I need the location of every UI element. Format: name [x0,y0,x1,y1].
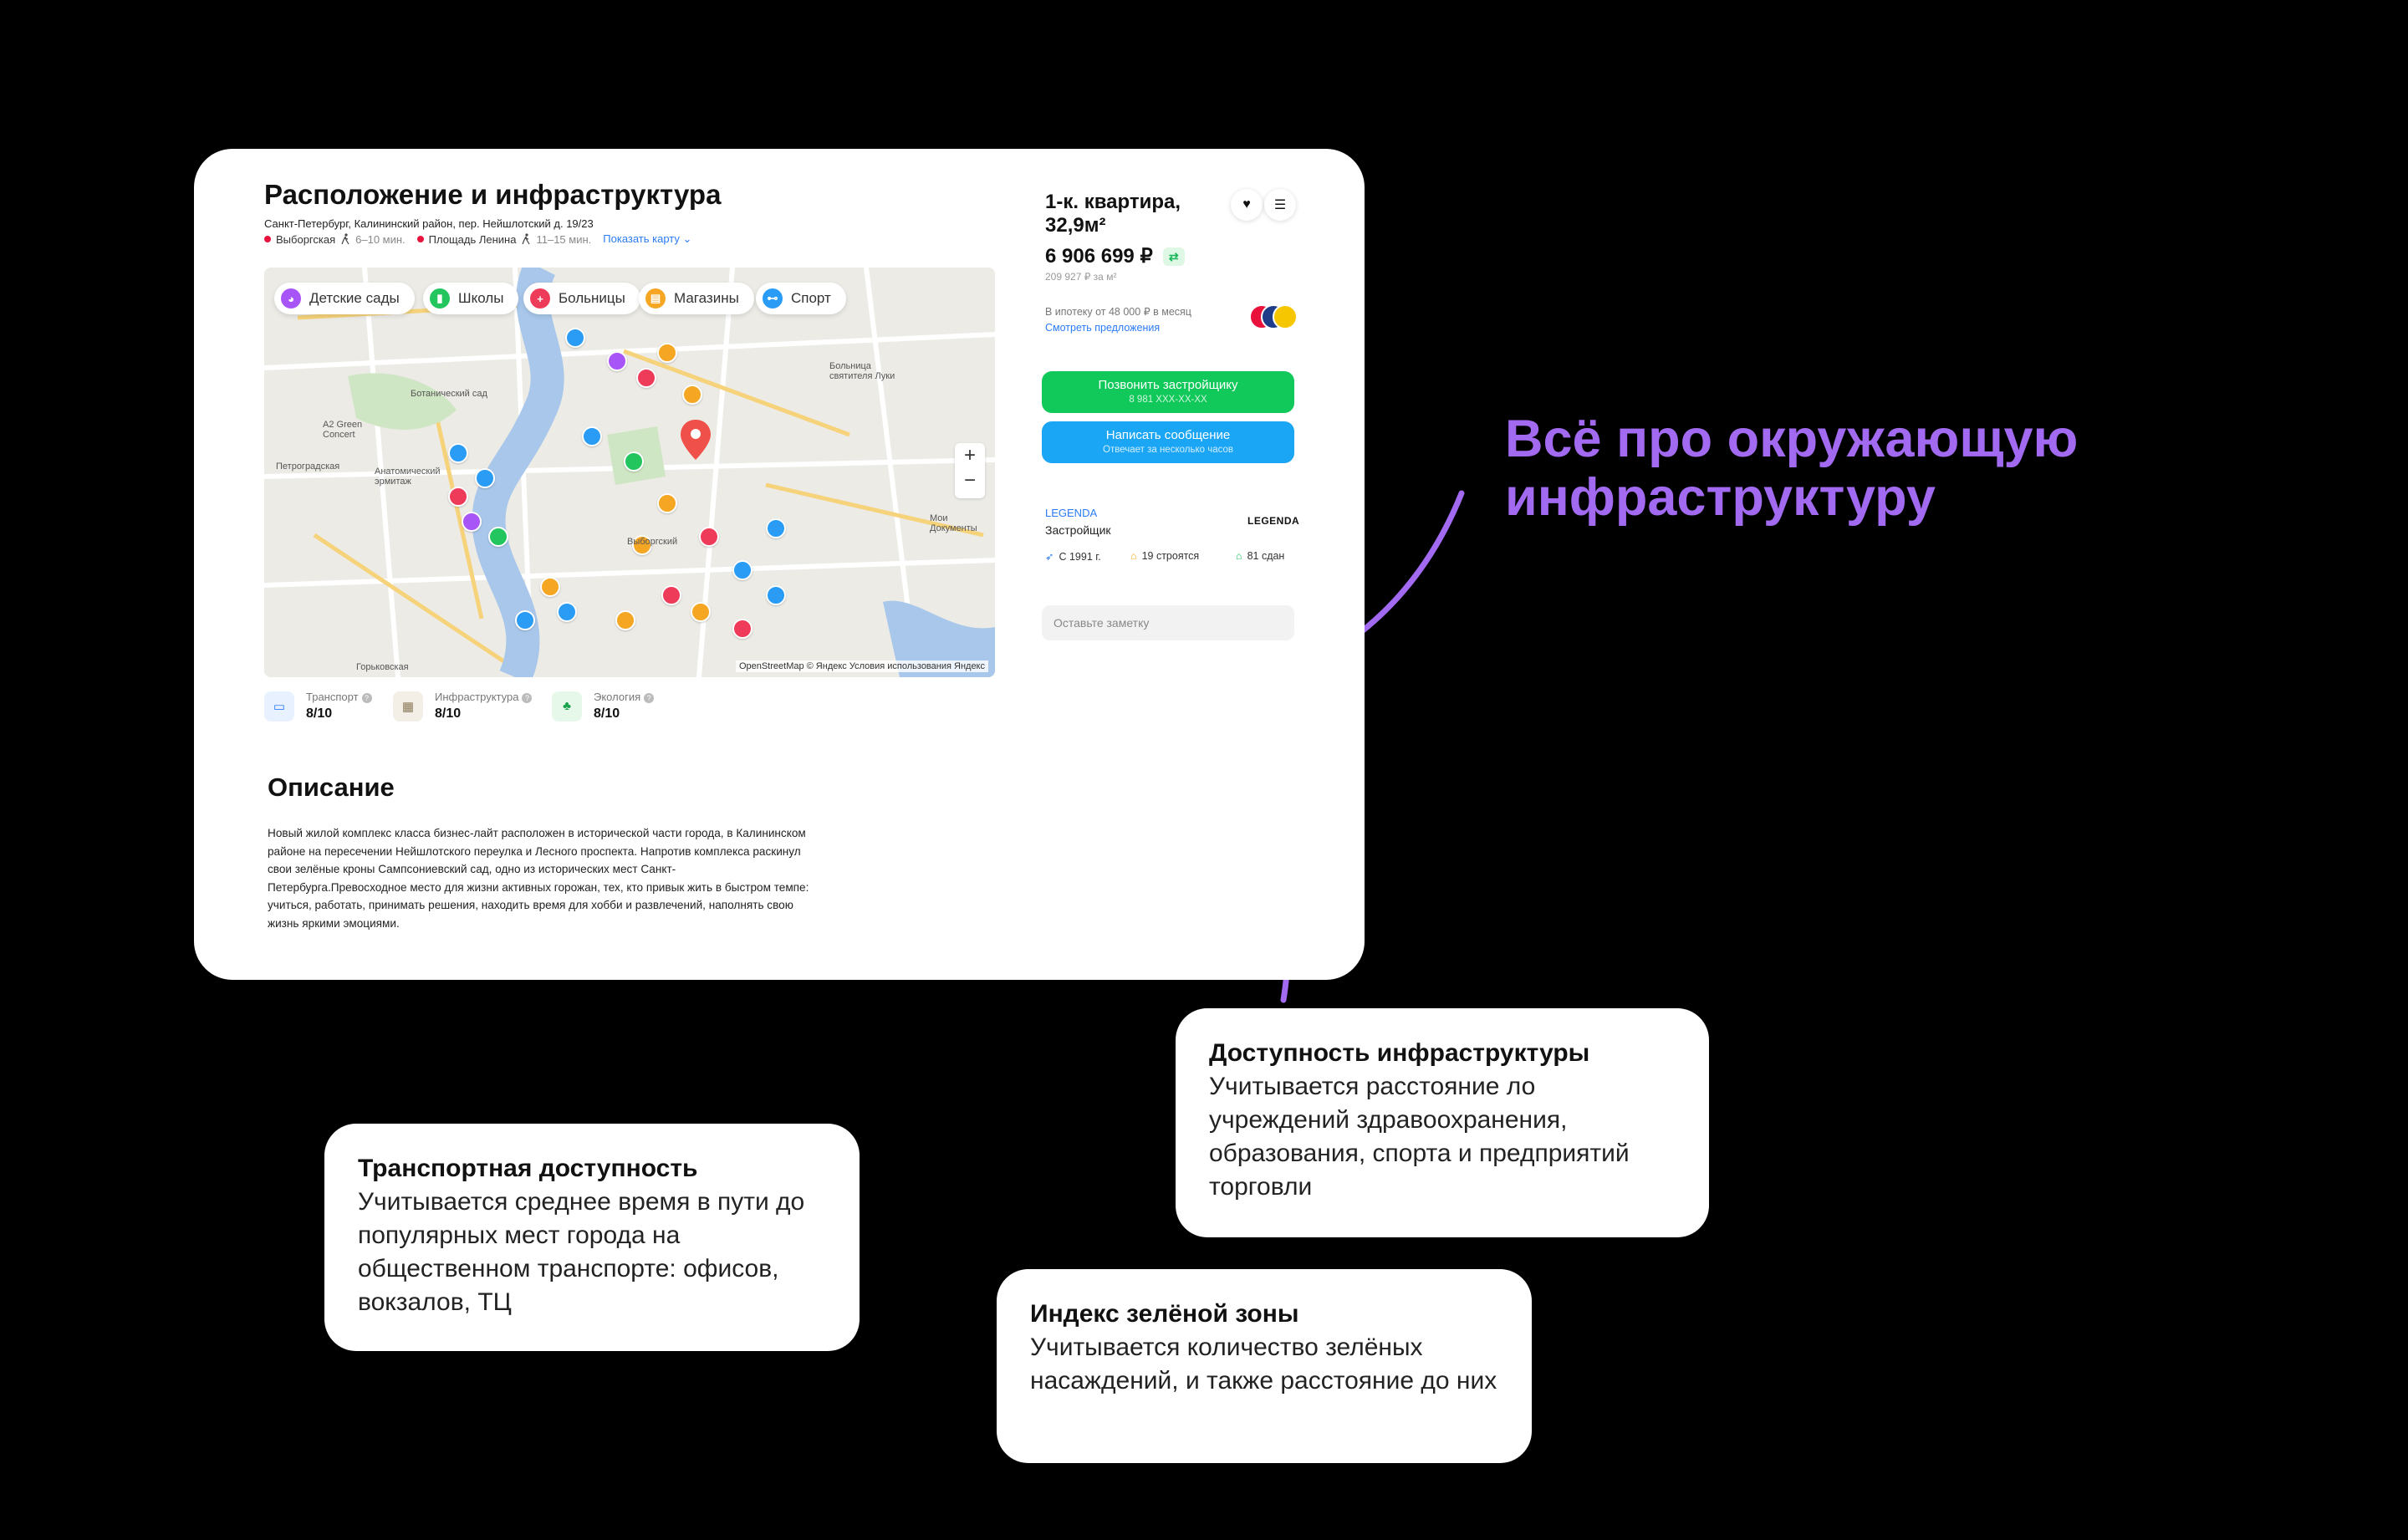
rocket-icon: ➶ [1045,551,1054,563]
poi-kindergarten[interactable] [462,512,482,532]
address: Санкт-Петербург, Калининский район, пер. Нейшлотский д. 19/23 [264,217,594,230]
map-label: Горьковская [356,662,409,672]
poi-shop[interactable] [691,602,711,622]
filter-label: Больницы [559,290,625,306]
apartment-title: 1-к. квартира, 32,9м² [1045,191,1181,237]
score-value: 8/10 [306,706,333,721]
poi-sport[interactable] [475,468,495,488]
score-transport[interactable] [264,691,372,722]
compare-button[interactable] [1264,189,1296,221]
price-trend-icon[interactable]: ⇄ [1163,247,1185,266]
poi-sport[interactable] [582,426,602,446]
filter-shops[interactable] [639,283,754,314]
filter-kindergartens[interactable] [274,283,415,314]
section-title: Расположение и инфраструктура [264,179,722,210]
bank-logo-icon [1273,304,1298,329]
map-label: A2 Green Concert [323,420,363,440]
stat-text: 81 сдан [1247,550,1285,562]
zoom-out-button[interactable]: − [963,469,976,492]
button-label: Позвонить застройщику [1098,378,1238,392]
filter-label: Детские сады [309,290,400,306]
poi-shop[interactable] [682,385,702,405]
button-sublabel: Отвечает за несколько часов [1103,445,1233,455]
help-icon[interactable]: ? [522,693,532,703]
poi-sport[interactable] [565,328,585,348]
shop-icon: ▦ [393,691,423,722]
developer-stat [1130,550,1199,562]
metro-time: 6–10 мин. [355,232,406,246]
poi-sport[interactable] [557,602,577,622]
poi-sport[interactable] [766,518,786,538]
poi-sport[interactable] [515,610,535,630]
poi-shop[interactable] [657,343,677,363]
developer-role: Застройщик [1045,523,1111,537]
poi-hospital[interactable] [448,487,468,507]
metro-station: Площадь Ленина [428,232,517,246]
stat-text: С 1991 г. [1059,550,1101,563]
score-value: 8/10 [435,706,462,721]
score-label: Экология [594,691,641,703]
developer-name[interactable]: LEGENDA [1045,507,1098,519]
filter-label: Школы [458,290,504,306]
score-infrastructure[interactable] [393,691,532,722]
cross-icon: + [530,288,550,309]
zoom-control [955,443,985,498]
price-row [1045,244,1185,268]
poi-hospital[interactable] [732,619,752,639]
poi-school[interactable] [488,527,508,547]
score-ecology[interactable] [552,691,654,722]
filter-hospitals[interactable] [523,283,640,314]
score-label: Транспорт [306,691,359,703]
metro-station: Выборгская [276,232,336,246]
button-label: Написать сообщение [1105,428,1231,442]
price: 6 906 699 ₽ [1045,245,1153,268]
cart-icon: ▤ [645,288,666,309]
walk-icon [340,233,350,245]
metro-info [264,232,691,246]
bus-icon: ▭ [264,691,294,722]
poi-shop[interactable] [657,493,677,513]
map-label: Петроградская [276,461,340,472]
filter-schools[interactable] [423,283,518,314]
help-icon[interactable]: ? [644,693,654,703]
walk-icon [521,233,531,245]
developer-stat [1045,550,1101,563]
developer-stat [1236,550,1284,562]
tree-icon: ♣ [552,691,582,722]
poi-hospital[interactable] [661,585,681,605]
callout-body: Учитывается количество зелёных насаждений, и также расстояние до них [1030,1333,1497,1395]
book-icon: ▮ [430,288,450,309]
score-value: 8/10 [594,706,620,721]
callout-body: Учитывается среднее время в пути до популярных мест города на общественном транспорте: офисов, вокзалов, ТЦ [358,1188,805,1316]
annotation-headline [1505,410,2078,527]
building-icon: ⌂ [1130,550,1137,562]
poi-hospital[interactable] [699,527,719,547]
map[interactable] [264,268,995,677]
metro-dot-icon [417,236,424,242]
map-label: Ботанический сад [411,389,487,399]
callout-title: Индекс зелёной зоны [1030,1300,1299,1328]
filter-sport[interactable] [756,283,846,314]
note-input[interactable]: Оставьте заметку [1042,605,1294,640]
map-attribution[interactable]: OpenStreetMap © Яндекс Условия использования Яндекс [736,660,988,672]
headline-line: инфраструктуру [1505,468,1936,527]
callout-title: Транспортная доступность [358,1155,698,1182]
zoom-in-button[interactable]: + [963,444,976,467]
compare-icon: ☰ [1273,198,1287,212]
poi-sport[interactable] [448,443,468,463]
description-title: Описание [268,773,395,802]
call-developer-button[interactable] [1042,371,1294,413]
map-label: Выборгский [627,537,678,547]
button-sublabel: 8 981 XXX-XX-XX [1129,395,1207,405]
poi-shop[interactable] [615,610,635,630]
poi-sport[interactable] [766,585,786,605]
headline-line: Всё про окружающую [1505,410,2079,468]
mortgage-info [1045,304,1191,336]
score-label: Инфраструктура [435,691,519,703]
dumbbell-icon: ⊷ [763,288,783,309]
callout-body: Учитывается расстояние ло учреждений здравоохранения, образования, спорта и предприятий торговли [1209,1073,1630,1201]
map-label: Больница святителя Луки [829,361,895,381]
poi-shop[interactable] [540,577,560,597]
poi-kindergarten[interactable] [607,351,627,371]
mortgage-link[interactable]: Смотреть предложения [1045,322,1161,334]
poi-sport[interactable] [732,560,752,580]
poi-school[interactable] [624,451,644,472]
map-label: Мои Документы [930,513,977,533]
metro-dot-icon [264,236,271,242]
callout-infrastructure [1176,1008,1709,1237]
callout-title: Доступность инфраструктуры [1209,1039,1590,1067]
metro-time: 11–15 мин. [536,232,592,246]
stat-text: 19 строятся [1141,550,1200,562]
mortgage-text: В ипотеку от 48 000 ₽ в месяц [1045,306,1191,318]
map-label: Анатомический эрмитаж [375,467,441,487]
house-icon: ⌂ [1236,550,1242,562]
poi-hospital[interactable] [636,368,656,388]
developer-logo[interactable]: LEGENDA [1247,515,1300,527]
description-text: Новый жилой комплекс класса бизнес-лайт расположен в исторической части города, в Калининском районе на пересечении Нейшлотского переулка и Лесного проспекта. Напротив комплекса раскинул свои зелёные кроны Сампсониевский сад, одно из исторических мест Санкт-Петербурга.Превосходное место для жизни активных горожан, тех, кто привык жить в быстром темпе: учиться, работать, принимать решения, находить время для хобби и развлечений, наполнять свою жизнь яркими эмоциями. [268,827,809,930]
callout-transport [324,1124,860,1351]
filter-label: Магазины [674,290,739,306]
bear-icon: ◕ [281,288,301,309]
show-map-link[interactable]: Показать карту ⌄ [603,232,692,245]
send-message-button[interactable] [1042,421,1294,463]
callout-green-index [997,1269,1532,1463]
help-icon[interactable]: ? [362,693,372,703]
heart-icon: ♥ [1242,197,1251,212]
location-pin-icon [679,418,712,461]
filter-label: Спорт [791,290,831,306]
price-per-meter: 209 927 ₽ за м² [1045,271,1117,283]
favorite-button[interactable] [1231,189,1263,221]
